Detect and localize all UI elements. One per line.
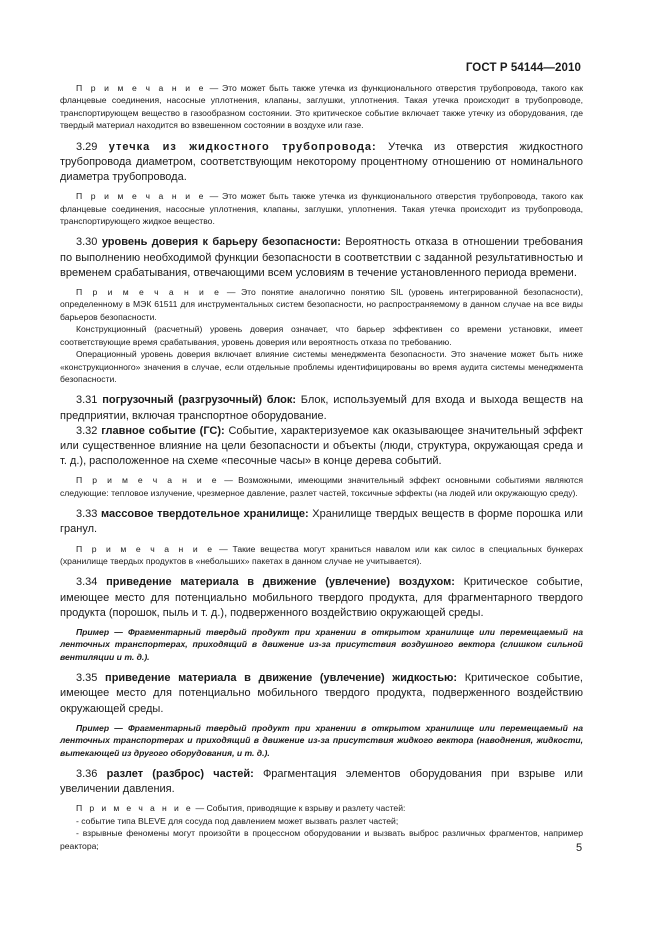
note-text: — Это может быть также утечка из функционального отверстия трубопровода, такого как фланцевые соединения, насосные уплотнения, клапаны, заглушки, уплотнения. Такая утечка происходит в трубопроводе, транспортирующем вещество в газообразном состоянии. Это критическое событие включает также утечку из оборудования, где твердый материал находится во взвешенном состоянии в воздухе или газе.: [60, 83, 583, 131]
term-3-30: [60, 235, 583, 281]
term-definition: Фрагментация элементов оборудования при взрыве или увеличении давления.: [60, 768, 583, 796]
term-number: 3.32: [76, 424, 98, 437]
term-number: 3.35: [76, 672, 98, 685]
note-text: — Возможными, имеющими значительный эффект основными событиями являются следующие: тепловое излучение, чрезмерное давление, разлет частей, токсичные эффекты (на людей или окружающую среду).: [60, 475, 583, 498]
term-name: погрузочный (разгрузочный) блок:: [102, 394, 297, 407]
term-3-29: [60, 140, 583, 186]
note-paragraph: Конструкционный (расчетный) уровень доверия означает, что барьер эффективен со времени установки, имеет соответствующие время срабатывания, уровень доверия или вероятность отказа по требованию.: [60, 324, 583, 347]
term-number: 3.31: [76, 394, 98, 407]
term-definition: Блок, используемый для входа и выхода веществ на предприятии, включая транспортное оборудование.: [60, 394, 584, 422]
note-label: П р и м е ч а н и е: [76, 803, 194, 814]
term-definition: Событие, характеризуемое как оказывающее значительный эффект или существенное влияние на цели безопасности и объекты (люди, структура, окружающая среда и т. д.), расположенное на схеме «песочные часы» в конце дерева событий.: [60, 424, 583, 468]
note-paragraph: [60, 802, 583, 814]
term-name: главное событие (ГС):: [101, 424, 225, 437]
term-name: разлет (разброс) частей:: [106, 768, 254, 781]
note-paragraph: [60, 474, 583, 499]
note-paragraph: [60, 286, 583, 323]
note-text: — Такие вещества могут храниться навалом или как силос в специальных бункерах (хранилище твердых продуктов в «небольших» пакетах в данном случае не учитывается).: [60, 543, 583, 566]
example-paragraph: Пример — Фрагментарный твердый продукт при хранении в открытом хранилище или перемещаемый на ленточных транспортерах и приходящий в движение из-за присутствия жидкого вектора (наводнения, жидкости, вытекающей из другого оборудования, и т. д.).: [60, 722, 583, 758]
term-definition: Вероятность отказа в отношении требования по выполнению необходимой функции безопасности в соответствии с заданной результативностью и временем срабатывания, отвечающими всем условиям в течение установленного периода времени.: [60, 236, 583, 279]
note-text: — События, приводящие к взрыву и разлету частей:: [193, 803, 406, 814]
document-code-header: ГОСТ Р 54144—2010: [465, 62, 581, 74]
term-3-36: [60, 767, 583, 797]
note-list-item: - событие типа BLEVE для сосуда под давлением может вызвать разлет частей;: [76, 815, 399, 826]
note-list-item: - взрывные феномены могут произойти в процессном оборудовании и вызвать выброс различных фрагментов, например реактора;: [60, 828, 583, 851]
term-3-32: [60, 424, 583, 470]
term-name: приведение материала в движение (увлечение) воздухом:: [106, 576, 455, 589]
document-body: [60, 82, 583, 852]
note-text: — Это может быть также утечка из функционального отверстия трубопровода, такого как фланцевые соединения, насосные уплотнения, клапаны, заглушки, уплотнения. Такая утечка происходит из трубопровода, транспортирующего жидкое вещество.: [60, 191, 583, 227]
note-label: П р и м е ч а н и е: [76, 543, 215, 554]
term-name: приведение материала в движение (увлечение) жидкостью:: [105, 672, 458, 685]
term-number: 3.33: [76, 508, 98, 521]
term-3-34: [60, 575, 583, 621]
term-name: массовое твердотельное хранилище:: [101, 508, 309, 521]
note-label: П р и м е ч а н и е: [76, 191, 206, 202]
note-paragraph: [60, 190, 583, 227]
term-3-35: [60, 671, 583, 717]
term-number: 3.36: [76, 768, 98, 781]
term-name: уровень доверия к барьеру безопасности:: [101, 236, 341, 249]
term-number: 3.29: [76, 140, 98, 153]
note-label: П р и м е ч а н и е: [76, 83, 206, 93]
term-number: 3.30: [76, 236, 98, 249]
term-definition: Утечка из отверстия жидкостного трубопровода диаметром, соответствующим некоторому процентному отношению от номинального диаметра трубопровода.: [60, 140, 583, 184]
note-paragraph: Операционный уровень доверия включает влияние системы менеджмента безопасности. Это значение может быть ниже «конструкционного» значения в случае, если отдельные проблемы идентифицированы во время аудита системы менеджмента безопасности.: [60, 349, 583, 384]
note-paragraph: [60, 543, 583, 568]
term-number: 3.34: [76, 576, 98, 589]
note-label: П р и м е ч а н и е: [76, 475, 219, 486]
term-name: утечка из жидкостного трубопровода:: [108, 140, 377, 153]
term-definition: Критическое событие, имеющее место для потенциально мобильного твердого продукта, для фрагментарного твердого продукта (порошок, пыль и т. д.), подверженного воздействию окружающей среды.: [60, 576, 583, 619]
term-definition: Хранилище твердых веществ в форме порошка или гранул.: [60, 508, 583, 536]
page-number: 5: [576, 842, 583, 854]
term-definition: Критическое событие, имеющее место для потенциально мобильного твердого продукта, подверженного воздействию окружающей среды.: [60, 672, 583, 715]
term-3-31: [60, 393, 583, 423]
example-paragraph: Пример — Фрагментарный твердый продукт при хранении в открытом хранилище или перемещаемый на ленточных транспортерах, приходящий в движение из-за присутствия воздушного вектора (слишком сильной вентиляции и т. д.).: [60, 626, 583, 662]
note-label: П р и м е ч а н и е: [76, 287, 222, 298]
note-paragraph: [60, 82, 583, 132]
term-3-33: [60, 507, 583, 537]
note-text: — Это понятие аналогично понятию SIL (уровень интегрированной безопасности), определенному в МЭК 61511 для инструментальных систем безопасности, но распространяемому в данном случае на все виды барьеров безопасности.: [60, 287, 583, 322]
